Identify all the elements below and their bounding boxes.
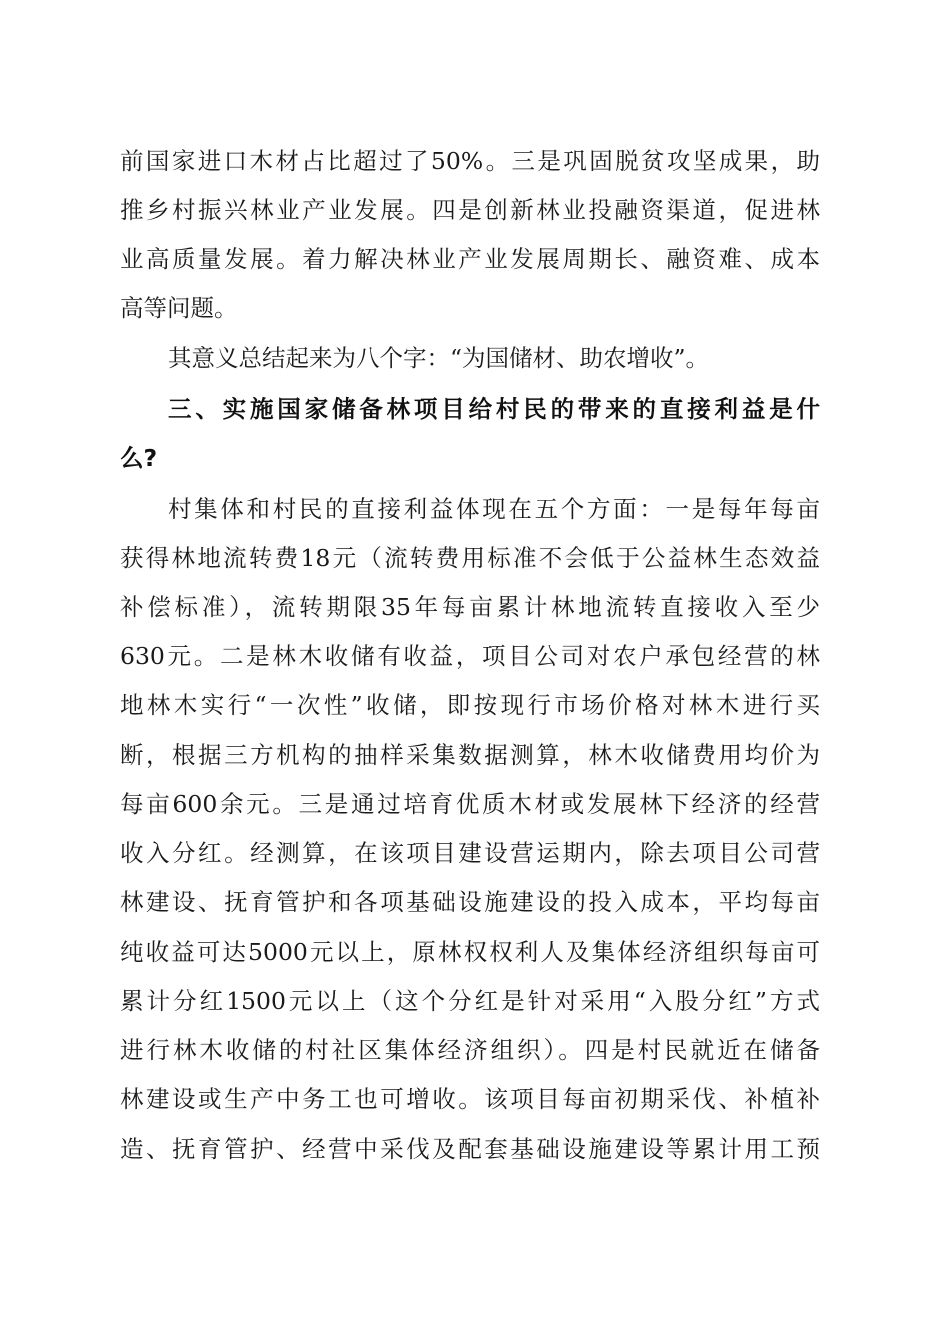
paragraph-line: 累计分红1500元以上（这个分红是针对采用“入股分红”方式 <box>120 987 820 1015</box>
paragraph-line: 地林木实行“一次性”收储，即按现行市场价格对林木进行买 <box>120 691 820 719</box>
paragraph-line: 补偿标准），流转期限35年每亩累计林地流转直接收入至少 <box>120 593 820 621</box>
summary-paragraph: 其意义总结起来为八个字：“为国储材、助农增收”。 <box>168 344 710 372</box>
paragraph-line: 业高质量发展。着力解决林业产业发展周期长、融资难、成本 <box>120 245 820 273</box>
paragraph-line: 推乡村振兴林业产业发展。四是创新林业投融资渠道，促进林 <box>120 196 820 224</box>
paragraph-line: 每亩600余元。三是通过培育优质木材或发展林下经济的经营 <box>120 790 820 818</box>
section-heading-continued: 么? <box>120 444 158 472</box>
paragraph-line: 林建设、抚育管护和各项基础设施建设的投入成本，平均每亩 <box>120 888 820 916</box>
paragraph-line: 前国家进口木材占比超过了50%。三是巩固脱贫攻坚成果，助 <box>120 147 820 175</box>
paragraph-line: 造、抚育管护、经营中采伐及配套基础设施建设等累计用工预 <box>120 1135 820 1163</box>
paragraph-line: 高等问题。 <box>120 294 238 322</box>
paragraph-line: 纯收益可达5000元以上，原林权权利人及集体经济组织每亩可 <box>120 938 820 966</box>
paragraph-line: 630元。二是林木收储有收益，项目公司对农户承包经营的林 <box>120 642 820 670</box>
paragraph-line: 村集体和村民的直接利益体现在五个方面：一是每年每亩 <box>168 495 820 523</box>
paragraph-line: 收入分红。经测算，在该项目建设营运期内，除去项目公司营 <box>120 839 820 867</box>
paragraph-line: 断，根据三方机构的抽样采集数据测算，林木收储费用均价为 <box>120 741 820 769</box>
paragraph-line: 获得林地流转费18元（流转费用标准不会低于公益林生态效益 <box>120 544 820 572</box>
paragraph-line: 进行林木收储的村社区集体经济组织）。四是村民就近在储备 <box>120 1036 820 1064</box>
paragraph-line: 林建设或生产中务工也可增收。该项目每亩初期采伐、补植补 <box>120 1085 820 1113</box>
section-heading: 三、实施国家储备林项目给村民的带来的直接利益是什 <box>168 395 820 423</box>
